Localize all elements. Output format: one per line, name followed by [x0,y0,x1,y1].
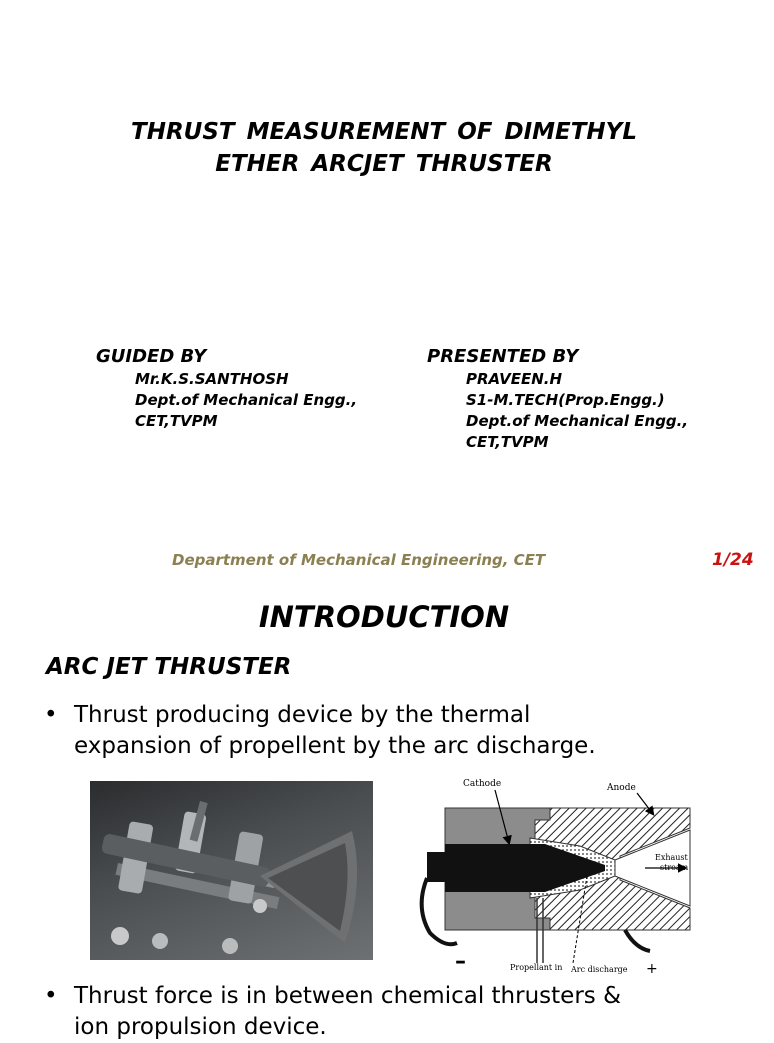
anode-label: Anode [607,783,636,793]
exhaust-label-2: stream [660,863,689,872]
page-number: 1/24 [712,550,754,570]
bullet-icon: • [44,702,58,728]
arc-discharge-label: Arc discharge [571,965,628,974]
presenter-course: S1-M.TECH(Prop.Engg.) [466,391,665,409]
presented-by-header: PRESENTED BY [427,346,579,367]
plus-terminal: + [646,961,658,977]
slide-title [0,116,768,180]
exhaust-label-1: Exhaust [655,853,688,862]
guided-by-header: GUIDED BY [96,346,207,367]
guided-by-block [135,369,357,432]
bullet-text-1 [74,700,774,762]
bullet-item-2 [44,981,764,1040]
arcjet-thruster-photo [90,781,373,960]
presented-by-block [466,369,688,453]
guide-dept: Dept.of Mechanical Engg., [135,391,358,409]
title-line-1: THRUST MEASUREMENT OF DIMETHYL [131,119,637,145]
bullet-icon: • [44,983,58,1009]
guide-name: Mr.K.S.SANTHOSH [135,370,289,388]
arcjet-schematic-diagram [405,768,710,978]
bullet-1-line-2: expansion of propellent by the arc discharge. [74,733,596,759]
arc-jet-subheading: ARC JET THRUSTER [46,654,292,680]
presenter-name: PRAVEEN.H [466,370,563,388]
propellant-label: Propellant in [510,963,563,972]
minus-terminal: – [455,949,466,974]
footer-department: Department of Mechanical Engineering, CET [172,551,546,569]
bullet-1-line-1: Thrust producing device by the thermal [74,702,531,728]
bullet-item-1 [44,700,764,764]
presenter-dept: Dept.of Mechanical Engg., [466,412,689,430]
presenter-institute: CET,TVPM [466,433,549,451]
bullet-2-line-2: ion propulsion device. [74,1014,327,1040]
title-line-2: ETHER ARCJET THRUSTER [215,151,553,177]
cathode-label: Cathode [463,779,502,789]
guide-institute: CET,TVPM [135,412,218,430]
bullet-2-line-1: Thrust force is in between chemical thrusters & [74,983,622,1009]
bullet-text-2 [74,981,774,1043]
introduction-heading: INTRODUCTION [258,600,510,634]
